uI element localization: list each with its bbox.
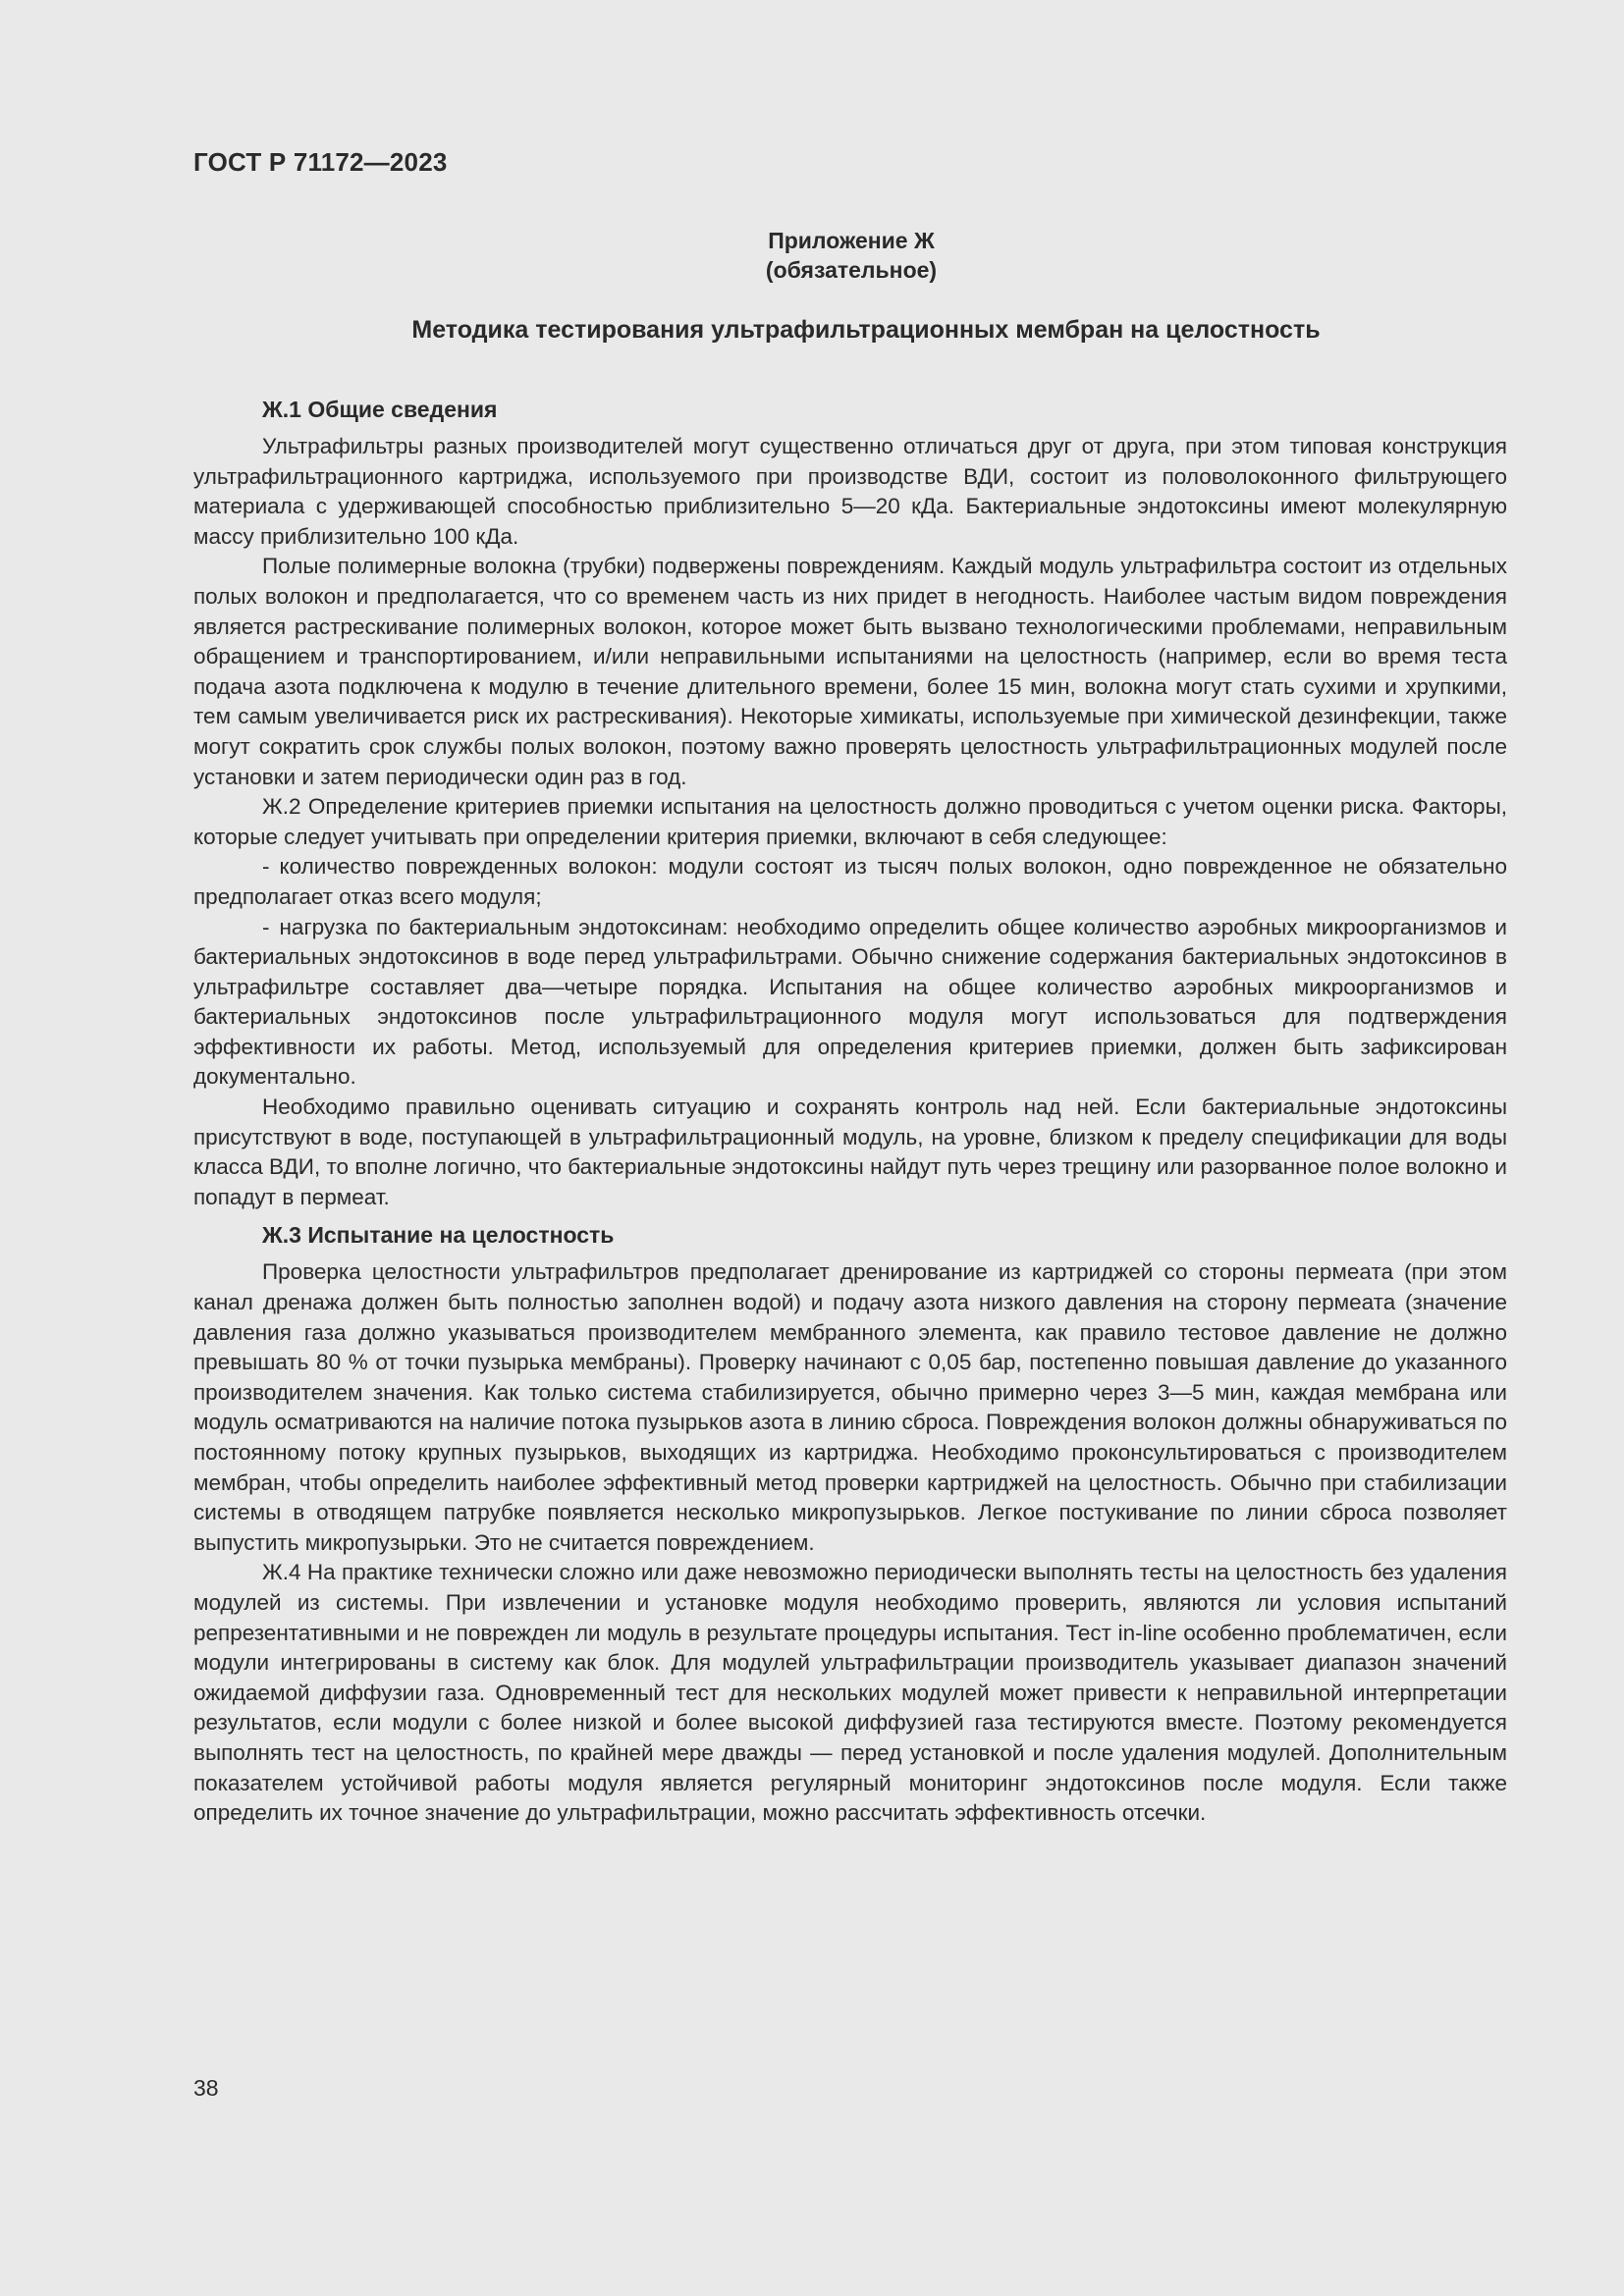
paragraph: Ж.2 Определение критериев приемки испытания на целостность должно проводиться с учетом оценки риска. Факторы, которые следует учитывать при определении критерия приемки, включают в себя следующее: <box>193 794 1507 849</box>
list-item-text: количество поврежденных волокон: модули состоят из тысяч полых волокон, одно поврежденное не обязательно предполагает отказ всего модуля; <box>193 854 1507 909</box>
page-number: 38 <box>193 2075 219 2101</box>
document-body <box>193 393 1507 1829</box>
appendix-block <box>0 226 1624 285</box>
appendix-status: (обязательное) <box>765 257 938 283</box>
list-item <box>193 913 1507 1094</box>
paragraph: Ультрафильтры разных производителей могут существенно отличаться друг от друга, при этом типовая конструкция ультрафильтрационного картриджа, используемого при производстве ВДИ, состоит из половолоконного фильтрующего материала с удерживающей способностью приблизительно 5—20 кДа. Бактериальные эндотоксины имеют молекулярную массу приблизительно 100 кДа. <box>193 434 1507 549</box>
list-dash: - <box>262 854 270 880</box>
section-heading-integrity-test: Ж.3 Испытание на целостность <box>262 1222 615 1249</box>
page-title: Методика тестирования ультрафильтрационных мембран на целостность <box>411 316 1321 344</box>
paragraph: Полые полимерные волокна (трубки) подвержены повреждениям. Каждый модуль ультрафильтра состоит из отдельных полых волокон и предполагается, что со временем часть из них придет в негодность. Наиболее частым видом повреждения является растрескивание полимерных волокон, которое может быть вызвано технологическими проблемами, неправильным обращением и транспортированием, и/или неправильными испытаниями на целостность (например, если во время теста подача азота подключена к модулю в течение длительного времени, более 15 мин, волокна могут стать сухими и хрупкими, тем самым увеличивается риск их растрескивания). Некоторые химикаты, используемые при химической дезинфекции, также могут сократить срок службы полых волокон, поэтому важно проверять целостность ультрафильтрационных модулей после установки и затем периодически один раз в год. <box>193 554 1507 789</box>
list-item <box>193 852 1507 912</box>
section-heading-general: Ж.1 Общие сведения <box>262 397 498 422</box>
paragraph: Необходимо правильно оценивать ситуацию и сохранять контроль над ней. Если бактериальные эндотоксины присутствуют в воде, поступающей в ультрафильтрационный модуль, на уровне, близком к пределу спецификации для воды класса ВДИ, то вполне логично, что бактериальные эндотоксины найдут путь через трещину или разорванное полое волокно и попадут в пермеат. <box>193 1095 1507 1209</box>
document-standard-number: ГОСТ Р 71172—2023 <box>193 147 448 177</box>
paragraph: Проверка целостности ультрафильтров предполагает дренирование из картриджей со стороны пермеата (при этом канал дренажа должен быть полностью заполнен водой) и подачу азота низкого давления на сторону пермеата (значение давления газа должно указываться производителем мембранного элемента, как правило тестовое давление не должно превышать 80 % от точки пузырька мембраны). Проверку начинают с 0,05 бар, постепенно повышая давление до указанного производителем значения. Как только система стабилизируется, обычно примерно через 3—5 мин, каждая мембрана или модуль осматриваются на наличие потока пузырьков азота в линию сброса. Повреждения волокон должны обнаруживаться по постоянному потоку крупных пузырьков, выходящих из картриджа. Необходимо проконсультироваться с производителем мембран, чтобы определить наиболее эффективный метод проверки картриджей на целостность. Обычно при стабилизации системы в отводящем патрубке появляется несколько микропузырьков. Легкое постукивание по линии сброса позволяет выпустить микропузырьки. Это не считается повреждением. <box>193 1259 1507 1555</box>
list-item-text: нагрузка по бактериальным эндотоксинам: необходимо определить общее количество аэробных микроорганизмов и бактериальных эндотоксинов в воде перед ультрафильтрами. Обычно снижение содержания бактериальных эндотоксинов в ультрафильтре составляет два—четыре порядка. Испытания на общее количество аэробных микроорганизмов и бактериальных эндотоксинов после ультрафильтрационного модуля могут использоваться для подтверждения эффективности их работы. Метод, используемый для определения критериев приемки, должен быть зафиксирован документально. <box>193 914 1507 1090</box>
list-dash: - <box>262 914 270 939</box>
appendix-title: Приложение Ж <box>768 228 935 253</box>
paragraph: Ж.4 На практике технически сложно или даже невозможно периодически выполнять тесты на целостность без удаления модулей из системы. При извлечении и установке модуля необходимо проверить, являются ли условия испытаний репрезентативными и не поврежден ли модуль в результате процедуры испытания. Тест in-line особенно проблематичен, если модули интегрированы в систему как блок. Для модулей ультрафильтрации производитель указывает диапазон значений ожидаемой диффузии газа. Одновременный тест для нескольких модулей может привести к неправильной интерпретации результатов, если модули с более низкой и более высокой диффузией газа тестируются вместе. Поэтому рекомендуется выполнять тест на целостность, по крайней мере дважды — перед установкой и после удаления модулей. Дополнительным показателем устойчивой работы модуля является регулярный мониторинг эндотоксинов после модуля. Если также определить их точное значение до ультрафильтрации, можно рассчитать эффективность отсечки. <box>193 1560 1507 1826</box>
